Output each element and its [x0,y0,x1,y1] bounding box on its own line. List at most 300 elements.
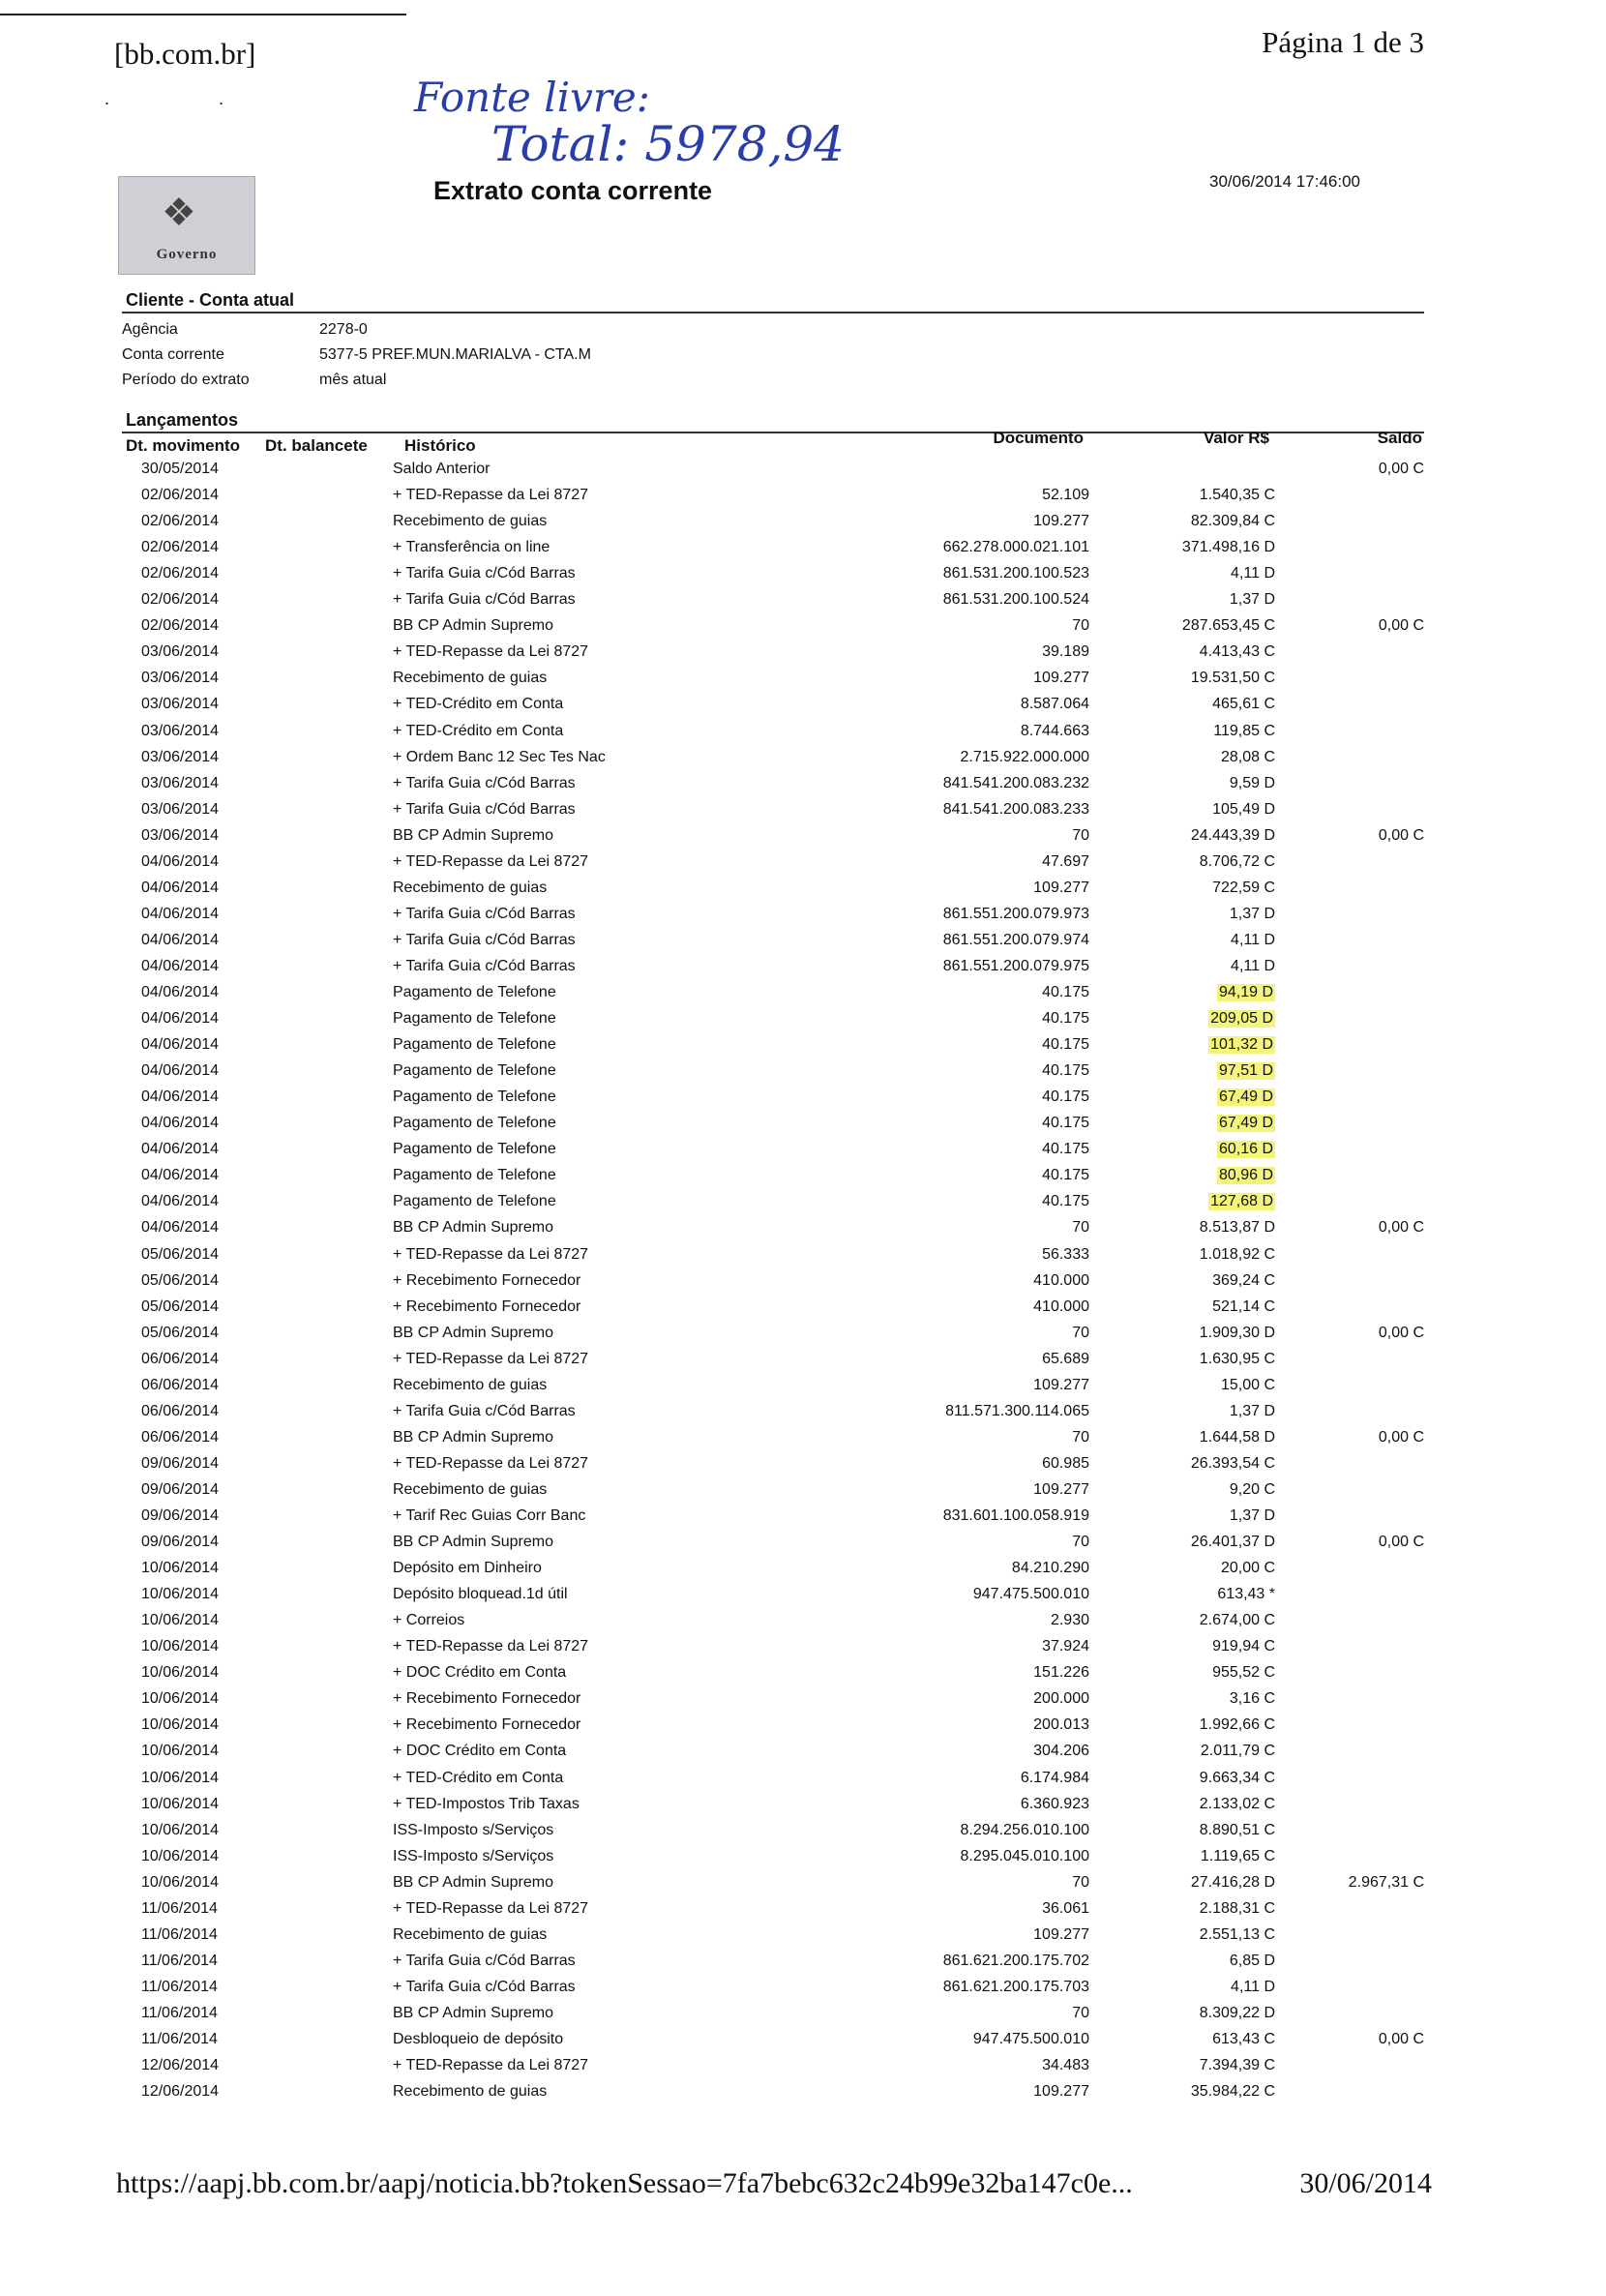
row-date: 02/06/2014 [141,591,220,608]
row-date: 04/06/2014 [141,984,220,1000]
top-border-line [0,14,406,15]
table-row [0,1193,1606,1219]
row-documento: 831.601.100.058.919 [942,1507,1089,1524]
table-row [0,1638,1606,1664]
row-valor: 6,85 D [1229,1953,1275,1969]
row-documento: 109.277 [1033,1377,1089,1393]
row-historico: + Tarifa Guia c/Cód Barras [393,775,576,791]
row-documento: 56.333 [1042,1246,1089,1263]
row-valor: 9,20 C [1229,1481,1275,1498]
row-historico: + Recebimento Fornecedor [393,1272,581,1289]
col-header-saldo: Saldo [1377,429,1422,447]
handwritten-note-total: Total: 5978,94 [491,116,845,172]
row-historico: Depósito bloquead.1d útil [393,1586,568,1602]
row-valor: 4,11 D [1231,958,1275,974]
row-date: 05/06/2014 [141,1272,220,1289]
row-documento: 200.000 [1033,1690,1089,1707]
row-historico: Recebimento de guias [393,513,548,529]
row-documento: 70 [1072,617,1089,634]
row-valor: 101,32 D [1210,1036,1273,1053]
row-valor: 4,11 D [1231,932,1275,948]
row-date: 06/06/2014 [141,1377,220,1393]
logo-label: Governo [156,247,218,262]
row-valor: 67,49 D [1218,1088,1273,1105]
row-documento: 861.621.200.175.702 [942,1953,1089,1969]
row-valor: 371.498,16 D [1181,539,1275,555]
row-date: 04/06/2014 [141,1088,220,1105]
row-valor: 94,19 D [1218,984,1273,1000]
row-historico: + TED-Repasse da Lei 8727 [393,1351,589,1367]
row-valor: 465,61 C [1212,696,1275,712]
row-historico: + TED-Repasse da Lei 8727 [393,487,589,503]
row-date: 10/06/2014 [141,1848,220,1864]
row-date: 12/06/2014 [141,2083,220,2100]
row-valor: 1,37 D [1229,906,1275,922]
row-historico: Recebimento de guias [393,670,548,686]
table-row [0,1141,1606,1167]
table-row [0,2005,1606,2031]
table-row [0,617,1606,643]
row-date: 04/06/2014 [141,1193,220,1209]
row-valor: 369,24 C [1212,1272,1275,1289]
row-valor: 1.992,66 C [1199,1716,1275,1733]
table-row [0,565,1606,591]
table-row [0,1560,1606,1586]
row-valor: 2.188,31 C [1199,1900,1275,1917]
row-historico: BB CP Admin Supremo [393,1219,554,1236]
table-row [0,932,1606,958]
table-row [0,1507,1606,1534]
row-documento: 70 [1072,827,1089,844]
row-historico: + TED-Repasse da Lei 8727 [393,853,589,870]
row-date: 04/06/2014 [141,853,220,870]
row-date: 02/06/2014 [141,513,220,529]
row-historico: Pagamento de Telefone [393,1141,556,1157]
row-historico: Pagamento de Telefone [393,1115,556,1131]
row-date: 04/06/2014 [141,1036,220,1053]
row-documento: 861.621.200.175.703 [942,1979,1089,1995]
periodo-value: mês atual [319,372,387,388]
row-historico: Pagamento de Telefone [393,1062,556,1079]
row-historico: + TED-Repasse da Lei 8727 [393,1638,589,1655]
row-date: 11/06/2014 [141,2005,218,2021]
table-row [0,2031,1606,2057]
document-title: Extrato conta corrente [433,176,713,205]
row-historico: Depósito em Dinheiro [393,1560,542,1576]
row-documento: 109.277 [1033,670,1089,686]
row-date: 10/06/2014 [141,1770,220,1786]
row-documento: 70 [1072,1429,1089,1446]
row-documento: 70 [1072,1219,1089,1236]
table-row [0,1429,1606,1455]
table-row [0,1219,1606,1245]
row-documento: 84.210.290 [1011,1560,1089,1576]
row-documento: 841.541.200.083.232 [942,775,1089,791]
row-documento: 861.551.200.079.975 [942,958,1089,974]
row-valor: 1,37 D [1229,1507,1275,1524]
row-date: 10/06/2014 [141,1716,220,1733]
row-valor: 287.653,45 C [1181,617,1275,634]
row-valor: 4.413,43 C [1199,643,1275,660]
row-documento: 109.277 [1033,513,1089,529]
row-documento: 40.175 [1042,1141,1089,1157]
row-documento: 2.715.922.000.000 [960,749,1089,765]
row-date: 04/06/2014 [141,1115,220,1131]
row-date: 02/06/2014 [141,565,220,581]
row-valor: 1.644,58 D [1199,1429,1275,1446]
row-date: 10/06/2014 [141,1612,220,1628]
table-row [0,827,1606,853]
row-historico: + Tarifa Guia c/Cód Barras [393,906,576,922]
table-row [0,591,1606,617]
client-section-title: Cliente - Conta atual [126,290,295,310]
row-valor: 105,49 D [1212,801,1275,818]
row-date: 12/06/2014 [141,2057,220,2073]
row-date: 11/06/2014 [141,1953,218,1969]
table-row [0,1010,1606,1036]
table-row [0,984,1606,1010]
row-valor: 97,51 D [1218,1062,1273,1079]
row-documento: 151.226 [1033,1664,1089,1681]
row-historico: + TED-Repasse da Lei 8727 [393,1246,589,1263]
row-valor: 26.401,37 D [1190,1534,1275,1550]
row-documento: 70 [1072,2005,1089,2021]
table-row [0,1900,1606,1926]
row-documento: 40.175 [1042,1115,1089,1131]
bank-logo-icon: ❖ [162,192,196,234]
row-valor: 1,37 D [1229,1403,1275,1419]
row-date: 04/06/2014 [141,1062,220,1079]
row-historico: BB CP Admin Supremo [393,1874,554,1891]
col-header-documento: Documento [993,429,1084,447]
row-historico: Pagamento de Telefone [393,1010,556,1027]
row-valor: 27.416,28 D [1190,1874,1275,1891]
lancamentos-section-title: Lançamentos [126,410,239,430]
row-saldo: 0,00 C [1378,1534,1424,1550]
row-date: 03/06/2014 [141,827,220,844]
row-saldo: 0,00 C [1378,827,1424,844]
row-date: 04/06/2014 [141,958,220,974]
row-valor: 613,43 * [1217,1586,1275,1602]
row-date: 04/06/2014 [141,1219,220,1236]
table-row [0,1481,1606,1507]
agencia-value: 2278-0 [319,321,368,338]
row-historico: Recebimento de guias [393,1926,548,1943]
row-documento: 8.744.663 [1020,723,1089,739]
table-row [0,1848,1606,1874]
row-valor: 613,43 C [1212,2031,1275,2047]
row-historico: + Tarifa Guia c/Cód Barras [393,1979,576,1995]
row-historico: + TED-Crédito em Conta [393,1770,564,1786]
row-date: 04/06/2014 [141,880,220,896]
row-valor: 19.531,50 C [1190,670,1275,686]
row-documento: 2.930 [1050,1612,1089,1628]
row-date: 09/06/2014 [141,1481,220,1498]
row-valor: 2.674,00 C [1199,1612,1275,1628]
row-valor: 9,59 D [1229,775,1275,791]
table-row [0,1743,1606,1769]
row-date: 03/06/2014 [141,801,220,818]
footer-date: 30/06/2014 [1299,2167,1432,2199]
table-row [0,1926,1606,1953]
row-date: 10/06/2014 [141,1743,220,1759]
table-row [0,696,1606,722]
row-date: 10/06/2014 [141,1690,220,1707]
table-row [0,1534,1606,1560]
row-documento: 861.551.200.079.973 [942,906,1089,922]
table-row [0,1690,1606,1716]
row-documento: 410.000 [1033,1298,1089,1315]
row-historico: + TED-Repasse da Lei 8727 [393,1455,589,1472]
row-date: 10/06/2014 [141,1586,220,1602]
row-valor: 9.663,34 C [1199,1770,1275,1786]
col-header-dt-movimento: Dt. movimento [126,436,241,455]
row-date: 04/06/2014 [141,1167,220,1183]
row-documento: 8.587.064 [1020,696,1089,712]
table-row [0,1455,1606,1481]
row-saldo: 2.967,31 C [1348,1874,1424,1891]
row-date: 03/06/2014 [141,643,220,660]
row-valor: 2.133,02 C [1199,1796,1275,1812]
row-historico: + Tarifa Guia c/Cód Barras [393,801,576,818]
conta-label: Conta corrente [122,346,224,363]
table-row [0,1586,1606,1612]
table-row [0,775,1606,801]
row-date: 06/06/2014 [141,1429,220,1446]
col-header-historico: Histórico [404,436,476,455]
table-row [0,1979,1606,2005]
table-row [0,1716,1606,1743]
row-historico: + Recebimento Fornecedor [393,1690,581,1707]
row-historico: + Tarifa Guia c/Cód Barras [393,591,576,608]
row-date: 04/06/2014 [141,1010,220,1027]
table-row [0,1167,1606,1193]
row-historico: + TED-Repasse da Lei 8727 [393,643,589,660]
row-documento: 947.475.500.010 [972,1586,1089,1602]
col-header-dt-balancete: Dt. balancete [265,436,368,455]
row-valor: 24.443,39 D [1190,827,1275,844]
row-date: 10/06/2014 [141,1796,220,1812]
row-saldo: 0,00 C [1378,1219,1424,1236]
row-valor: 8.706,72 C [1199,853,1275,870]
table-row [0,487,1606,513]
row-historico: + Transferência on line [393,539,550,555]
table-row [0,1062,1606,1088]
row-valor: 80,96 D [1218,1167,1273,1183]
row-valor: 127,68 D [1210,1193,1273,1209]
row-historico: Recebimento de guias [393,1481,548,1498]
row-documento: 40.175 [1042,1010,1089,1027]
row-historico: ISS-Imposto s/Serviços [393,1822,554,1838]
row-valor: 28,08 C [1220,749,1275,765]
table-row [0,1377,1606,1403]
row-documento: 811.571.300.114.065 [945,1403,1089,1419]
row-valor: 15,00 C [1220,1377,1275,1393]
footer-url: https://aapj.bb.com.br/aapj/noticia.bb?tokenSessao=7fa7bebc632c24b99e32ba147c0e... [116,2167,1133,2199]
row-historico: + Tarifa Guia c/Cód Barras [393,1403,576,1419]
table-row [0,723,1606,749]
row-valor: 209,05 D [1210,1010,1273,1027]
row-documento: 70 [1072,1534,1089,1550]
site-label: [bb.com.br] [114,37,256,71]
table-row [0,906,1606,932]
row-historico: + TED-Repasse da Lei 8727 [393,2057,589,2073]
row-historico: + DOC Crédito em Conta [393,1664,567,1681]
row-documento: 109.277 [1033,2083,1089,2100]
row-documento: 39.189 [1042,643,1089,660]
row-valor: 1,37 D [1229,591,1275,608]
row-valor: 7.394,39 C [1199,2057,1275,2073]
row-historico: Pagamento de Telefone [393,1167,556,1183]
row-date: 03/06/2014 [141,749,220,765]
table-row [0,643,1606,670]
row-documento: 861.531.200.100.523 [942,565,1089,581]
row-valor: 26.393,54 C [1190,1455,1275,1472]
row-valor: 1.909,30 D [1199,1325,1275,1341]
row-documento: 65.689 [1042,1351,1089,1367]
row-valor: 4,11 D [1231,1979,1275,1995]
row-documento: 6.174.984 [1020,1770,1089,1786]
row-date: 04/06/2014 [141,932,220,948]
row-documento: 861.551.200.079.974 [942,932,1089,948]
row-date: 03/06/2014 [141,696,220,712]
row-documento: 8.295.045.010.100 [960,1848,1089,1864]
table-row [0,1351,1606,1377]
row-valor: 521,14 C [1212,1298,1275,1315]
row-historico: + Tarifa Guia c/Cód Barras [393,565,576,581]
table-row [0,1953,1606,1979]
table-row [0,1036,1606,1062]
table-row [0,1246,1606,1272]
row-date: 03/06/2014 [141,670,220,686]
row-historico: + Ordem Banc 12 Sec Tes Nac [393,749,606,765]
row-date: 03/06/2014 [141,775,220,791]
row-documento: 109.277 [1033,880,1089,896]
row-date: 10/06/2014 [141,1822,220,1838]
row-documento: 40.175 [1042,1193,1089,1209]
row-historico: BB CP Admin Supremo [393,617,554,634]
row-documento: 60.985 [1042,1455,1089,1472]
row-date: 02/06/2014 [141,487,220,503]
row-date: 10/06/2014 [141,1874,220,1891]
row-documento: 304.206 [1033,1743,1089,1759]
row-documento: 410.000 [1033,1272,1089,1289]
row-documento: 40.175 [1042,1036,1089,1053]
row-saldo: 0,00 C [1378,1429,1424,1446]
row-date: 05/06/2014 [141,1246,220,1263]
row-documento: 70 [1072,1874,1089,1891]
row-valor: 4,11 D [1231,565,1275,581]
row-saldo: 0,00 C [1378,1325,1424,1341]
row-valor: 1.630,95 C [1199,1351,1275,1367]
row-date: 30/05/2014 [141,461,220,477]
row-historico: + TED-Impostos Trib Taxas [393,1796,580,1812]
row-documento: 70 [1072,1325,1089,1341]
row-historico: BB CP Admin Supremo [393,1429,554,1446]
row-documento: 47.697 [1042,853,1089,870]
periodo-label: Período do extrato [122,372,250,388]
row-historico: + Recebimento Fornecedor [393,1298,581,1315]
row-documento: 34.483 [1042,2057,1089,2073]
table-row [0,1822,1606,1848]
row-historico: Pagamento de Telefone [393,984,556,1000]
table-row [0,880,1606,906]
row-documento: 40.175 [1042,1062,1089,1079]
row-historico: + TED-Crédito em Conta [393,696,564,712]
row-valor: 722,59 C [1212,880,1275,896]
table-row [0,539,1606,565]
row-date: 04/06/2014 [141,1141,220,1157]
statement-datetime: 30/06/2014 17:46:00 [1209,172,1360,191]
table-row [0,1115,1606,1141]
row-historico: BB CP Admin Supremo [393,1325,554,1341]
row-historico: Recebimento de guias [393,1377,548,1393]
row-valor: 1.018,92 C [1199,1246,1275,1263]
row-documento: 841.541.200.083.233 [942,801,1089,818]
row-date: 11/06/2014 [141,1926,218,1943]
row-date: 06/06/2014 [141,1403,220,1419]
row-historico: BB CP Admin Supremo [393,2005,554,2021]
client-section-rule [122,312,1424,313]
row-documento: 200.013 [1033,1716,1089,1733]
table-row [0,801,1606,827]
row-valor: 2.011,79 C [1200,1743,1275,1759]
row-historico: + TED-Repasse da Lei 8727 [393,1900,589,1917]
scan-marks: . . [104,89,277,108]
table-row [0,1796,1606,1822]
row-date: 02/06/2014 [141,539,220,555]
row-documento: 40.175 [1042,1167,1089,1183]
table-row [0,1612,1606,1638]
row-valor: 8.513,87 D [1199,1219,1275,1236]
page-number: Página 1 de 3 [1262,25,1424,59]
row-documento: 861.531.200.100.524 [942,591,1089,608]
row-documento: 6.360.923 [1020,1796,1089,1812]
row-date: 09/06/2014 [141,1455,220,1472]
row-historico: + Tarifa Guia c/Cód Barras [393,958,576,974]
table-row [0,1298,1606,1325]
table-row [0,749,1606,775]
row-documento: 52.109 [1042,487,1089,503]
row-documento: 37.924 [1042,1638,1089,1655]
row-documento: 947.475.500.010 [972,2031,1089,2047]
table-row [0,1272,1606,1298]
table-row [0,1088,1606,1115]
row-documento: 36.061 [1042,1900,1089,1917]
row-saldo: 0,00 C [1378,617,1424,634]
row-valor: 35.984,22 C [1190,2083,1275,2100]
row-historico: + TED-Crédito em Conta [393,723,564,739]
row-valor: 1.119,65 C [1200,1848,1275,1864]
row-valor: 8.309,22 D [1199,2005,1275,2021]
table-row [0,2083,1606,2109]
row-historico: + Recebimento Fornecedor [393,1716,581,1733]
row-historico: Pagamento de Telefone [393,1088,556,1105]
row-historico: + Tarifa Guia c/Cód Barras [393,932,576,948]
row-documento: 662.278.000.021.101 [942,539,1089,555]
row-historico: BB CP Admin Supremo [393,1534,554,1550]
row-date: 11/06/2014 [141,2031,218,2047]
table-row [0,1403,1606,1429]
row-historico: Saldo Anterior [393,461,491,477]
row-date: 04/06/2014 [141,906,220,922]
row-documento: 40.175 [1042,984,1089,1000]
table-row [0,853,1606,880]
row-date: 03/06/2014 [141,723,220,739]
row-documento: 40.175 [1042,1088,1089,1105]
row-valor: 67,49 D [1218,1115,1273,1131]
row-valor: 2.551,13 C [1199,1926,1275,1943]
